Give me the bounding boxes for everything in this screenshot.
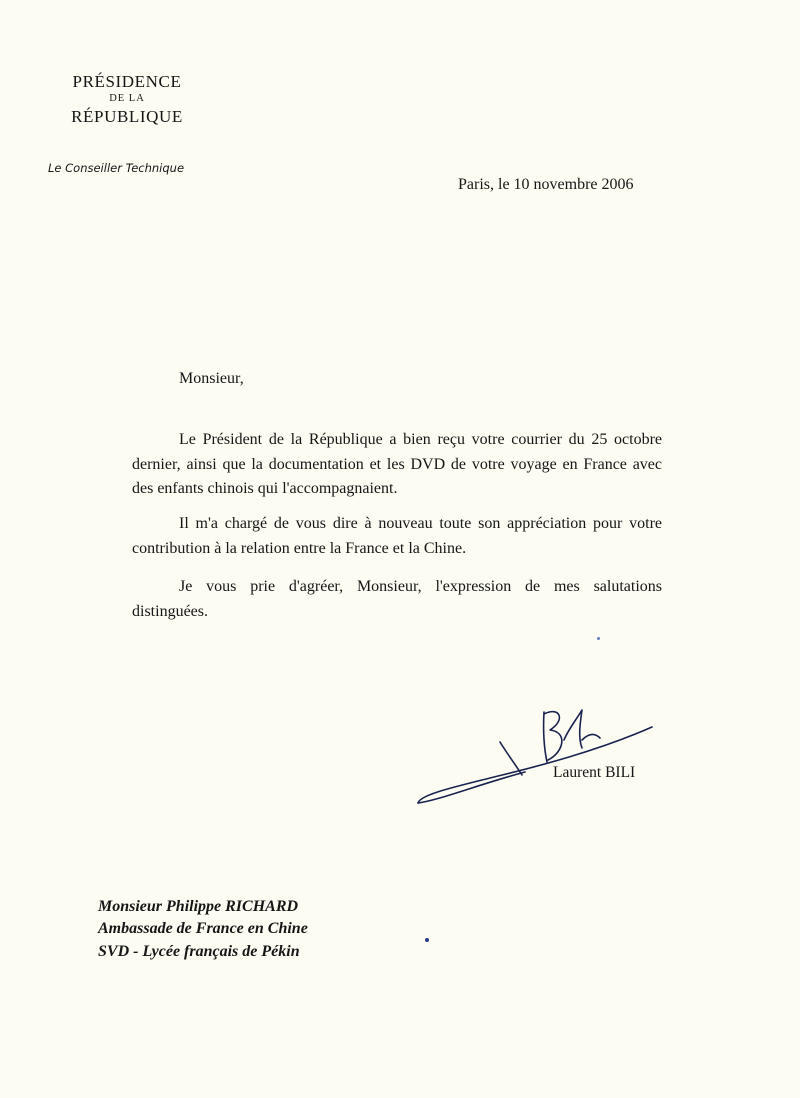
recipient-line3: SVD - Lycée français de Pékin (98, 942, 300, 960)
salutation: Monsieur, (179, 370, 244, 387)
letter-date: Paris, le 10 novembre 2006 (458, 176, 634, 193)
letterhead-line3: RÉPUBLIQUE (71, 106, 183, 126)
recipient-line2: Ambassade de France en Chine (98, 920, 308, 938)
letterhead-line2: DE LA (109, 93, 145, 105)
ink-speck (597, 637, 600, 640)
letterhead-line1: PRÉSIDENCE (72, 72, 182, 91)
signer-name: Laurent BILI (553, 764, 636, 781)
body-paragraph-3: Je vous prie d'agréer, Monsieur, l'expression de mes salutations distinguées. (132, 578, 662, 620)
body-paragraph-1: Le Président de la République a bien reçu votre courrier du 25 octobre dernier, ainsi que la documentation et les DVD de votre voyage en France avec des enfants chinois qui l'accompagnaient. (132, 431, 662, 498)
body-paragraph-2: Il m'a chargé de vous dire à nouveau toute son appréciation pour votre contribution à la relation entre la France et la Chine. (132, 515, 662, 557)
letterhead (52, 72, 202, 127)
handwritten-signature (410, 680, 670, 815)
recipient-name: Monsieur Philippe RICHARD (98, 898, 299, 915)
ink-speck (425, 938, 429, 942)
sender-title: Le Conseiller Technique (48, 161, 185, 175)
recipient-address (98, 896, 308, 963)
